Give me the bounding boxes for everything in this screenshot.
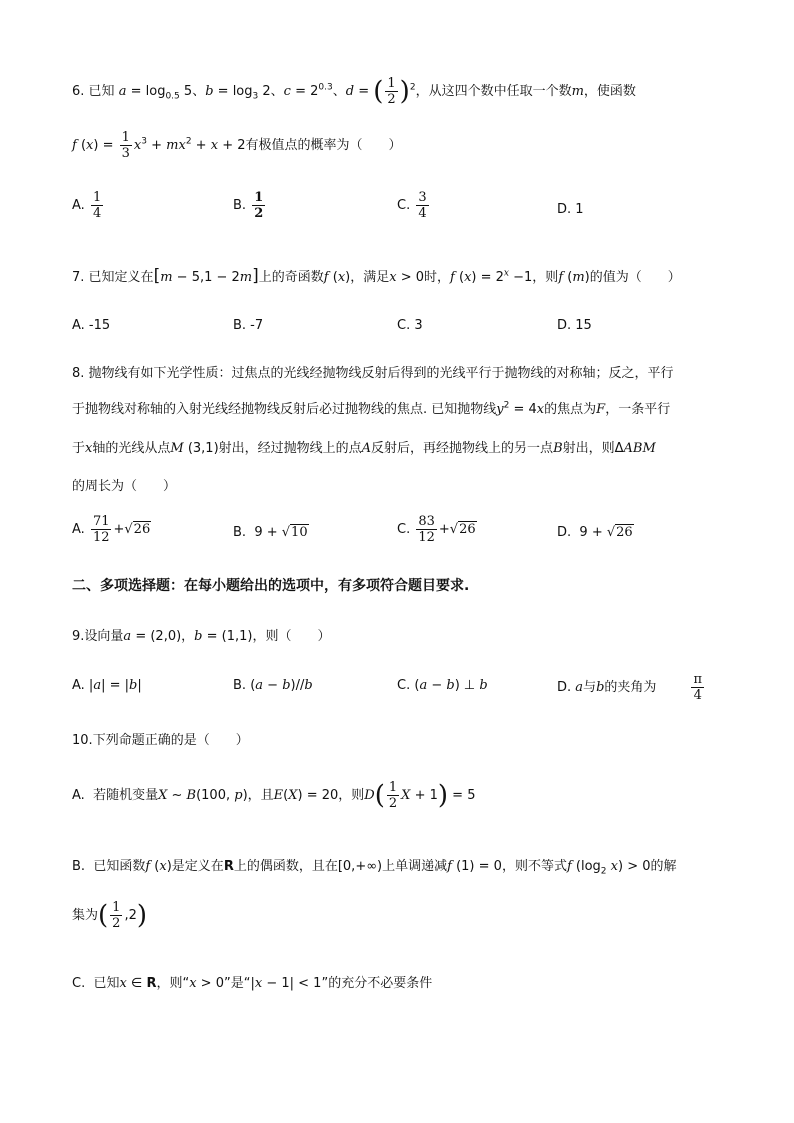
question-number: 6. [72, 84, 85, 99]
q10-option-a[interactable]: A. 若随机变量X ~ B(100, p)，且E(X) = 20，则D( $\frac{1}{2}$ X + 1) = 5 [72, 780, 476, 811]
question-7-stem: 7. 已知定义在[m − 5,1 − 2m]上的奇函数f (x)，满足x > 0时，f $(x) = 2^x -1$，则f (m)的值为（ ） [72, 266, 681, 286]
question-8-line-2: 于抛物线对称轴的入射光线经抛物线反射后必过抛物线的焦点. 已知抛物线$y^2 = 4x$的焦点为F，一条平行 [72, 400, 671, 417]
question-10-stem: 10.下列命题正确的是（ ） [72, 733, 249, 748]
q9-option-d[interactable]: D. a与b的夹角为 $\frac{\pi}{4}$ [557, 672, 703, 703]
q7-option-b[interactable]: B. -7 [233, 318, 264, 333]
q8-option-d[interactable]: D. 9 + √26 [557, 525, 633, 540]
q8-option-b[interactable]: B. 9 + √10 [233, 525, 308, 540]
q9-option-a[interactable]: A. |a| = |b| [72, 678, 142, 693]
question-8-line-3: 于x轴的光线从点M (3,1)射出，经过抛物线上的点A反射后，再经抛物线上的另一点B射出，则ΔABM [72, 441, 656, 456]
q6-option-a[interactable]: A. $\frac{1}{4}$ [72, 190, 102, 221]
q8-option-c[interactable]: C. $\frac{83}{12}$ +√26 [397, 514, 476, 545]
q8-option-a[interactable]: A. $\frac{71}{12}$ +√26 [72, 514, 151, 545]
question-8-line-1: 8. 抛物线有如下光学性质：过焦点的光线经抛物线反射后得到的光线平行于抛物线的对称轴；反之，平行 [72, 366, 674, 381]
q7-option-c[interactable]: C. 3 [397, 318, 423, 333]
q6-option-b[interactable]: B. $\frac{1}{2}$ [233, 190, 264, 221]
q9-option-b[interactable]: B. (a − b)//b [233, 678, 313, 693]
question-8-line-4: 的周长为（ ） [72, 479, 177, 494]
question-6-function: f (x) = $\frac{1}{3}$ $x^3 + mx^2 + x + 2$有极值点的概率为（ ） [72, 130, 402, 161]
q9-option-c[interactable]: C. (a − b) ⊥ b [397, 678, 488, 693]
question-number: 10. [72, 733, 93, 748]
question-9-stem: 9.设向量a = (2,0)，b = (1,1)，则（ ） [72, 629, 331, 644]
section-heading: 二、多项选择题：在每小题给出的选项中，有多项符合题目要求. [72, 578, 470, 594]
q10-option-b[interactable]: B. 已知函数f (x)是定义在R上的偶函数，且在[0,+∞)上单调递减f (1) = 0，则不等式f ($\log_2$ x) > 0的解 [72, 859, 677, 877]
q7-option-d[interactable]: D. 15 [557, 318, 592, 333]
question-6-stem: 6. 已知 $a = \log_{0.5} 5$、$b = \log_3 2$、$c = 2^{0.3}$、d = ( $\frac{1}{2}$ )$^2$，从这四个数中任取一个数m，使函数 [72, 76, 636, 107]
question-number: 7. [72, 270, 85, 285]
question-number: 8. [72, 366, 85, 381]
q10-option-c[interactable]: C. 已知x ∈ R，则“x > 0”是“|x − 1| < 1”的充分不必要条件 [72, 976, 433, 991]
question-number: 9. [72, 629, 85, 644]
q6-option-c[interactable]: C. $\frac{3}{4}$ [397, 190, 427, 221]
q10-option-b-line-2: 集为( $\frac{1}{2}$ ,2) [72, 900, 148, 931]
q7-option-a[interactable]: A. -15 [72, 318, 111, 333]
q6-option-d[interactable]: D. 1 [557, 202, 584, 217]
